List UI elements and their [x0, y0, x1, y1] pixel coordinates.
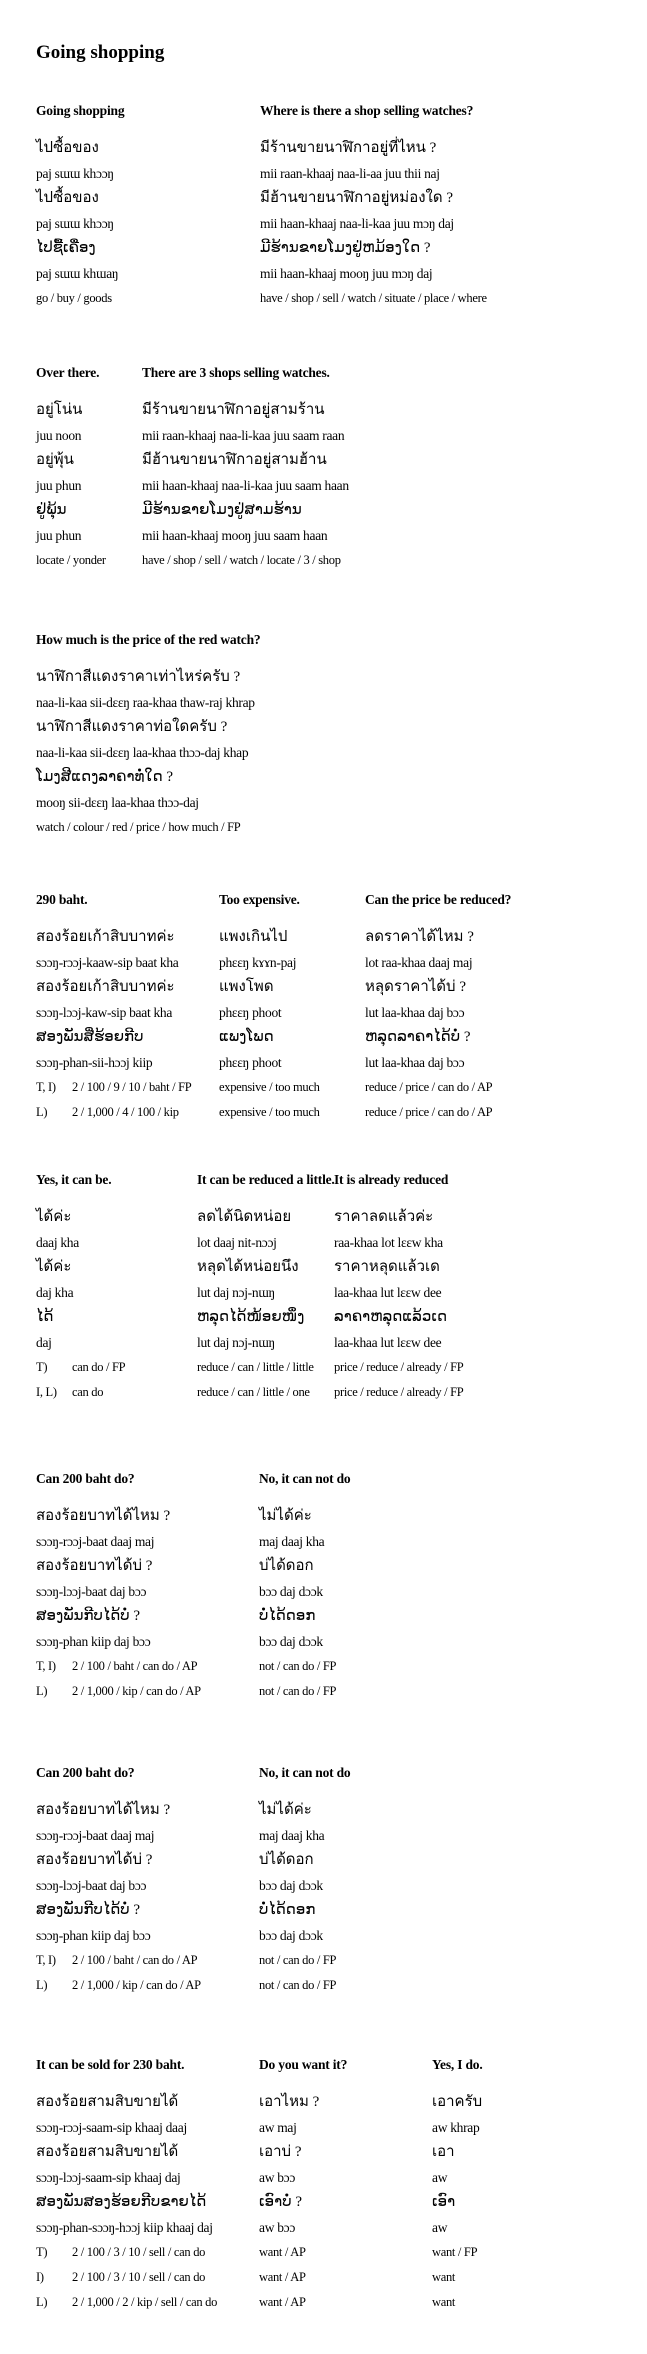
thai-transliteration: paj sɯɯ khɔɔŋ — [36, 166, 114, 181]
gloss-text: want — [432, 2295, 456, 2309]
gloss-text: can do / FP — [72, 1360, 126, 1374]
english-phrase-heading: No, it can not do — [259, 1765, 351, 1780]
isan-transliteration: mii haan-khaaj naa-li-kaa juu mɔŋ daj — [260, 216, 454, 231]
isan-script: เอาบ่ ? — [259, 2144, 302, 2160]
lao-transliteration: sɔɔŋ-phan kiip daj bɔɔ — [36, 1634, 151, 1649]
word-gloss — [36, 1100, 191, 1125]
thai-transliteration: lot raa-khaa daaj maj — [365, 955, 473, 970]
lao-script: ໂມງສີແດງລາຄາທໍ່ໃດ ? — [36, 769, 174, 785]
thai-transliteration: aw maj — [259, 2120, 297, 2135]
page-title: Going shopping — [36, 42, 165, 63]
gloss-text: price / reduce / already / FP — [334, 1385, 464, 1399]
word-gloss — [36, 2240, 217, 2265]
gloss-text: not / can do / FP — [259, 1953, 337, 1967]
language-label: L) — [36, 1978, 48, 1992]
word-gloss — [432, 2290, 483, 2315]
phrase-column — [36, 362, 106, 573]
thai-transliteration: aw khrap — [432, 2120, 480, 2135]
thai-script: สองร้อยบาทได้ไหม ? — [36, 1802, 171, 1818]
phrase-column — [197, 1169, 335, 1405]
gloss-text: 2 / 100 / 9 / 10 / baht / FP — [72, 1080, 192, 1094]
gloss-text: reduce / price / can do / AP — [365, 1080, 493, 1094]
thai-script: มีร้านขายนาฬิกาอยู่สามร้าน — [142, 402, 325, 418]
thai-transliteration: sɔɔŋ-rɔɔj-baat daaj maj — [36, 1828, 155, 1843]
thai-transliteration: lot daaj nit-nɔɔj — [197, 1235, 277, 1250]
word-gloss: have / shop / sell / watch / situate / place / where — [260, 291, 487, 305]
english-phrase-heading: 290 baht. — [36, 892, 88, 907]
isan-transliteration: phɛɛŋ phoot — [219, 1005, 282, 1020]
gloss-text: 2 / 100 / 3 / 10 / sell / can do — [72, 2270, 206, 2284]
word-gloss — [365, 1075, 511, 1100]
lao-script: ສອງພັນສອງຮ້ອຍກີບຂາຍໄດ້ — [36, 2194, 207, 2210]
word-gloss — [36, 1380, 125, 1405]
lao-transliteration: juu phun — [36, 528, 82, 543]
thai-script: ลดราคาได้ไหม ? — [365, 929, 474, 945]
gloss-text: price / reduce / already / FP — [334, 1360, 464, 1374]
english-phrase-heading: It can be reduced a little. — [197, 1172, 335, 1187]
gloss-text: 2 / 1,000 / kip / can do / AP — [72, 1978, 201, 1992]
isan-script: หลุดราคาได้บ่ ? — [365, 979, 466, 995]
lao-script: ລາຄາຫລຸດແລ້ວເດ — [334, 1309, 448, 1325]
english-phrase-heading: It is already reduced — [334, 1172, 449, 1187]
lao-transliteration: aw — [432, 2220, 448, 2235]
isan-transliteration: sɔɔŋ-lɔɔj-kaw-sip baat kha — [36, 1005, 173, 1020]
thai-script: แพงเกินไป — [219, 929, 288, 945]
english-phrase-heading: Over there. — [36, 365, 100, 380]
english-phrase-heading: No, it can not do — [259, 1471, 351, 1486]
english-phrase-heading: Yes, I do. — [432, 2057, 483, 2072]
word-gloss — [259, 2240, 347, 2265]
english-phrase-heading: Can 200 baht do? — [36, 1765, 135, 1780]
gloss-text: want / AP — [259, 2270, 306, 2284]
thai-transliteration: daaj kha — [36, 1235, 79, 1250]
phrase-column — [36, 629, 260, 840]
thai-script: ไม่ได้ค่ะ — [259, 1802, 312, 1818]
isan-script: เอา — [432, 2144, 455, 2160]
isan-script: นาฬิกาสีแดงราคาท่อใดครับ ? — [36, 719, 228, 735]
phrase-column — [365, 889, 511, 1125]
english-phrase-heading: Yes, it can be. — [36, 1172, 112, 1187]
word-gloss — [197, 1355, 335, 1380]
phrase-column — [36, 2054, 217, 2315]
gloss-text: 2 / 1,000 / 4 / 100 / kip — [72, 1105, 179, 1119]
gloss-text: 2 / 100 / baht / can do / AP — [72, 1953, 198, 1967]
isan-script: มีฮ้านขายนาฬิกาอยู่สามฮ้าน — [142, 452, 327, 468]
language-label: T, I) — [36, 1953, 56, 1967]
isan-transliteration: lut laa-khaa daj bɔɔ — [365, 1005, 465, 1020]
lao-transliteration: phɛɛŋ phoot — [219, 1055, 282, 1070]
lao-script: ຢູ່ພຸ້ນ — [36, 502, 67, 518]
lao-script: ບໍ່ໄດ້ດອກ — [259, 1902, 316, 1918]
lao-transliteration: lut daj nɔj-nɯŋ — [197, 1335, 275, 1350]
thai-transliteration: maj daaj kha — [259, 1534, 325, 1549]
lao-script: ສອງພັນກີບໄດ້ບໍ່ ? — [36, 1608, 141, 1624]
thai-transliteration: mii raan-khaaj naa-li-aa juu thii naj — [260, 166, 440, 181]
word-gloss — [219, 1100, 320, 1125]
isan-transliteration: sɔɔŋ-lɔɔj-baat daj bɔɔ — [36, 1878, 147, 1893]
phrase-column — [259, 1468, 350, 1704]
isan-transliteration: lut daj nɔj-nɯŋ — [197, 1285, 275, 1300]
thai-script: ไปซื้อของ — [36, 140, 99, 156]
isan-transliteration: mii haan-khaaj naa-li-kaa juu saam haan — [142, 478, 349, 493]
thai-transliteration: juu noon — [36, 428, 82, 443]
gloss-text: want / AP — [259, 2295, 306, 2309]
gloss-text: 2 / 100 / 3 / 10 / sell / can do — [72, 2245, 206, 2259]
english-phrase-heading: Can 200 baht do? — [36, 1471, 135, 1486]
thai-script: เอาครับ — [432, 2094, 483, 2110]
word-gloss — [36, 1948, 201, 1973]
lao-transliteration: paj sɯɯ khɯaŋ — [36, 266, 119, 281]
gloss-text: not / can do / FP — [259, 1684, 337, 1698]
word-gloss — [259, 1679, 350, 1704]
isan-script: สองร้อยเก้าสิบบาทค่ะ — [36, 979, 175, 995]
thai-transliteration: sɔɔŋ-rɔɔj-kaaw-sip baat kha — [36, 955, 179, 970]
word-gloss — [36, 2290, 217, 2315]
isan-script: สองร้อยบาทได้บ่ ? — [36, 1852, 153, 1868]
word-gloss — [432, 2240, 483, 2265]
word-gloss — [36, 1075, 191, 1100]
isan-script: บ่ได้ดอก — [259, 1852, 314, 1868]
thai-transliteration: naa-li-kaa sii-dɛɛŋ raa-khaa thaw-raj khrap — [36, 695, 255, 710]
lao-transliteration: daj — [36, 1335, 52, 1350]
thai-script: สองร้อยสามสิบขายได้ — [36, 2094, 179, 2110]
isan-transliteration: bɔɔ daj dɔɔk — [259, 1878, 323, 1893]
isan-script: มีฮ้านขายนาฬิกาอยู่หม่องใด ? — [260, 190, 454, 206]
language-label: L) — [36, 1684, 48, 1698]
language-label: I) — [36, 2270, 44, 2284]
word-gloss — [259, 2290, 347, 2315]
lao-transliteration: mooŋ sii-dɛɛŋ laa-khaa thɔɔ-daj — [36, 795, 199, 810]
lao-transliteration: mii haan-khaaj mooŋ juu saam haan — [142, 528, 328, 543]
english-phrase-heading: Where is there a shop selling watches? — [260, 103, 474, 118]
lao-script: ຫລຸດລາຄາໄດ້ບໍ່ ? — [365, 1029, 471, 1045]
thai-script: อยู่โน่น — [36, 402, 83, 418]
language-label: T) — [36, 2245, 48, 2259]
lao-transliteration: laa-khaa lut lɛɛw dee — [334, 1335, 442, 1350]
english-phrase-heading: There are 3 shops selling watches. — [142, 365, 330, 380]
isan-transliteration: laa-khaa lut lɛɛw dee — [334, 1285, 442, 1300]
lao-script: ແພງໂພດ — [219, 1029, 274, 1045]
lao-script: ສອງພັນກີບໄດ້ບໍ່ ? — [36, 1902, 141, 1918]
isan-script: สองร้อยสามสิบขายได้ — [36, 2144, 179, 2160]
word-gloss — [36, 1973, 201, 1998]
gloss-text: can do — [72, 1385, 104, 1399]
gloss-text: reduce / can / little / one — [197, 1385, 310, 1399]
isan-transliteration: bɔɔ daj dɔɔk — [259, 1584, 323, 1599]
gloss-text: 2 / 100 / baht / can do / AP — [72, 1659, 198, 1673]
gloss-text: expensive / too much — [219, 1105, 320, 1119]
phrase-column — [259, 2054, 347, 2315]
isan-script: แพงโพด — [219, 979, 274, 995]
word-gloss: have / shop / sell / watch / locate / 3 / shop — [142, 553, 341, 567]
thai-transliteration: sɔɔŋ-rɔɔj-saam-sip khaaj daaj — [36, 2120, 187, 2135]
language-label: I, L) — [36, 1385, 57, 1399]
gloss-text: not / can do / FP — [259, 1659, 337, 1673]
english-phrase-heading: Going shopping — [36, 103, 125, 118]
isan-script: หลุดได้หน่อยนึง — [197, 1259, 299, 1275]
phrase-column — [36, 100, 124, 311]
gloss-text: want / AP — [259, 2245, 306, 2259]
phrase-column — [334, 1169, 463, 1405]
word-gloss — [197, 1380, 335, 1405]
gloss-text: want — [432, 2270, 456, 2284]
thai-script: ไม่ได้ค่ะ — [259, 1508, 312, 1524]
isan-transliteration: aw — [432, 2170, 448, 2185]
lao-transliteration: mii haan-khaaj mooŋ juu mɔŋ daj — [260, 266, 433, 281]
lao-script: ສອງພັນສີ່ຮ້ອຍກີບ — [36, 1029, 144, 1045]
word-gloss — [259, 1973, 350, 1998]
word-gloss — [259, 1948, 350, 1973]
lao-transliteration: sɔɔŋ-phan-sɔɔŋ-hɔɔj kiip khaaj daj — [36, 2220, 213, 2235]
phrase-column — [219, 889, 320, 1125]
isan-transliteration: naa-li-kaa sii-dɛɛŋ laa-khaa thɔɔ-daj khap — [36, 745, 249, 760]
gloss-text: 2 / 1,000 / kip / can do / AP — [72, 1684, 201, 1698]
gloss-text: expensive / too much — [219, 1080, 320, 1094]
isan-script: ไปซื้อของ — [36, 190, 99, 206]
language-label: L) — [36, 1105, 48, 1119]
gloss-text: 2 / 1,000 / 2 / kip / sell / can do — [72, 2295, 218, 2309]
thai-script: มีร้านขายนาฬิกาอยู่ที่ไหน ? — [260, 140, 437, 156]
lao-script: ຫລຸດໄດ້ໜ້ອຍໜຶ່ງ — [197, 1309, 305, 1325]
lao-transliteration: bɔɔ daj dɔɔk — [259, 1634, 323, 1649]
word-gloss — [36, 2265, 217, 2290]
lao-script: ບໍ່ໄດ້ດອກ — [259, 1608, 316, 1624]
phrase-column — [260, 100, 487, 311]
isan-transliteration: aw bɔɔ — [259, 2170, 296, 2185]
english-phrase-heading: Do you want it? — [259, 2057, 348, 2072]
phrase-column — [36, 1468, 201, 1704]
gloss-text: want / FP — [432, 2245, 478, 2259]
thai-script: ได้ค่ะ — [36, 1209, 72, 1225]
phrase-column — [259, 1762, 350, 1998]
lao-transliteration: bɔɔ daj dɔɔk — [259, 1928, 323, 1943]
thai-script: เอาไหม ? — [259, 2094, 320, 2110]
language-label: T, I) — [36, 1080, 56, 1094]
isan-transliteration: paj sɯɯ khɔɔŋ — [36, 216, 114, 231]
lao-script: ໄດ້ — [36, 1309, 54, 1325]
lao-script: ໄປຊື້ເຄື່ອງ — [36, 240, 96, 256]
language-label: T, I) — [36, 1659, 56, 1673]
english-phrase-heading: Too expensive. — [219, 892, 300, 907]
phrase-column — [36, 1762, 201, 1998]
word-gloss — [334, 1380, 463, 1405]
language-label: L) — [36, 2295, 48, 2309]
lao-script: ມີຮ້ານຂາຍໂມງຢູ່ສາມຮ້ານ — [142, 502, 302, 518]
word-gloss — [259, 1654, 350, 1679]
lao-transliteration: sɔɔŋ-phan-sii-hɔɔj kiip — [36, 1055, 153, 1070]
isan-transliteration: juu phun — [36, 478, 82, 493]
isan-transliteration: daj kha — [36, 1285, 74, 1300]
phrase-column — [142, 362, 349, 573]
lao-script: ມີຮ້ານຂາຍໂມງຢູ່ຫມ້ອງໃດ ? — [260, 240, 431, 256]
word-gloss — [432, 2265, 483, 2290]
thai-transliteration: phɛɛŋ kɤɤn-paj — [219, 955, 297, 970]
word-gloss: go / buy / goods — [36, 291, 112, 305]
thai-transliteration: maj daaj kha — [259, 1828, 325, 1843]
thai-transliteration: sɔɔŋ-rɔɔj-baat daaj maj — [36, 1534, 155, 1549]
word-gloss: watch / colour / red / price / how much / FP — [36, 820, 241, 834]
gloss-text: reduce / price / can do / AP — [365, 1105, 493, 1119]
isan-script: ได้ค่ะ — [36, 1259, 72, 1275]
thai-transliteration: raa-khaa lot lɛɛw kha — [334, 1235, 443, 1250]
isan-script: อยู่พุ้น — [36, 452, 74, 468]
word-gloss — [334, 1355, 463, 1380]
thai-script: ราคาลดแล้วค่ะ — [334, 1209, 434, 1225]
word-gloss — [36, 1679, 201, 1704]
word-gloss — [36, 1355, 125, 1380]
gloss-text: reduce / can / little / little — [197, 1360, 314, 1374]
word-gloss — [365, 1100, 511, 1125]
english-phrase-heading: How much is the price of the red watch? — [36, 632, 261, 647]
thai-script: สองร้อยเก้าสิบบาทค่ะ — [36, 929, 175, 945]
lao-transliteration: aw bɔɔ — [259, 2220, 296, 2235]
isan-script: บ่ได้ดอก — [259, 1558, 314, 1574]
isan-script: ราคาหลุดแล้วเด — [334, 1259, 440, 1275]
word-gloss — [259, 2265, 347, 2290]
lao-script: ເອົາ — [432, 2194, 456, 2210]
isan-script: สองร้อยบาทได้บ่ ? — [36, 1558, 153, 1574]
lao-script: ເອົາບໍ່ ? — [259, 2194, 302, 2210]
phrase-column — [432, 2054, 483, 2315]
isan-transliteration: sɔɔŋ-lɔɔj-saam-sip khaaj daj — [36, 2170, 181, 2185]
phrase-column — [36, 1169, 125, 1405]
word-gloss: locate / yonder — [36, 553, 106, 567]
language-label: T) — [36, 1360, 48, 1374]
word-gloss — [36, 1654, 201, 1679]
gloss-text: not / can do / FP — [259, 1978, 337, 1992]
thai-script: นาฬิกาสีแดงราคาเท่าไหร่ครับ ? — [36, 669, 241, 685]
thai-transliteration: mii raan-khaaj naa-li-kaa juu saam raan — [142, 428, 345, 443]
lao-transliteration: sɔɔŋ-phan kiip daj bɔɔ — [36, 1928, 151, 1943]
thai-script: ลดได้นิดหน่อย — [197, 1209, 292, 1225]
english-phrase-heading: Can the price be reduced? — [365, 892, 512, 907]
thai-script: สองร้อยบาทได้ไหม ? — [36, 1508, 171, 1524]
lao-transliteration: lut laa-khaa daj bɔɔ — [365, 1055, 465, 1070]
phrase-column — [36, 889, 191, 1125]
english-phrase-heading: It can be sold for 230 baht. — [36, 2057, 185, 2072]
word-gloss — [219, 1075, 320, 1100]
isan-transliteration: sɔɔŋ-lɔɔj-baat daj bɔɔ — [36, 1584, 147, 1599]
